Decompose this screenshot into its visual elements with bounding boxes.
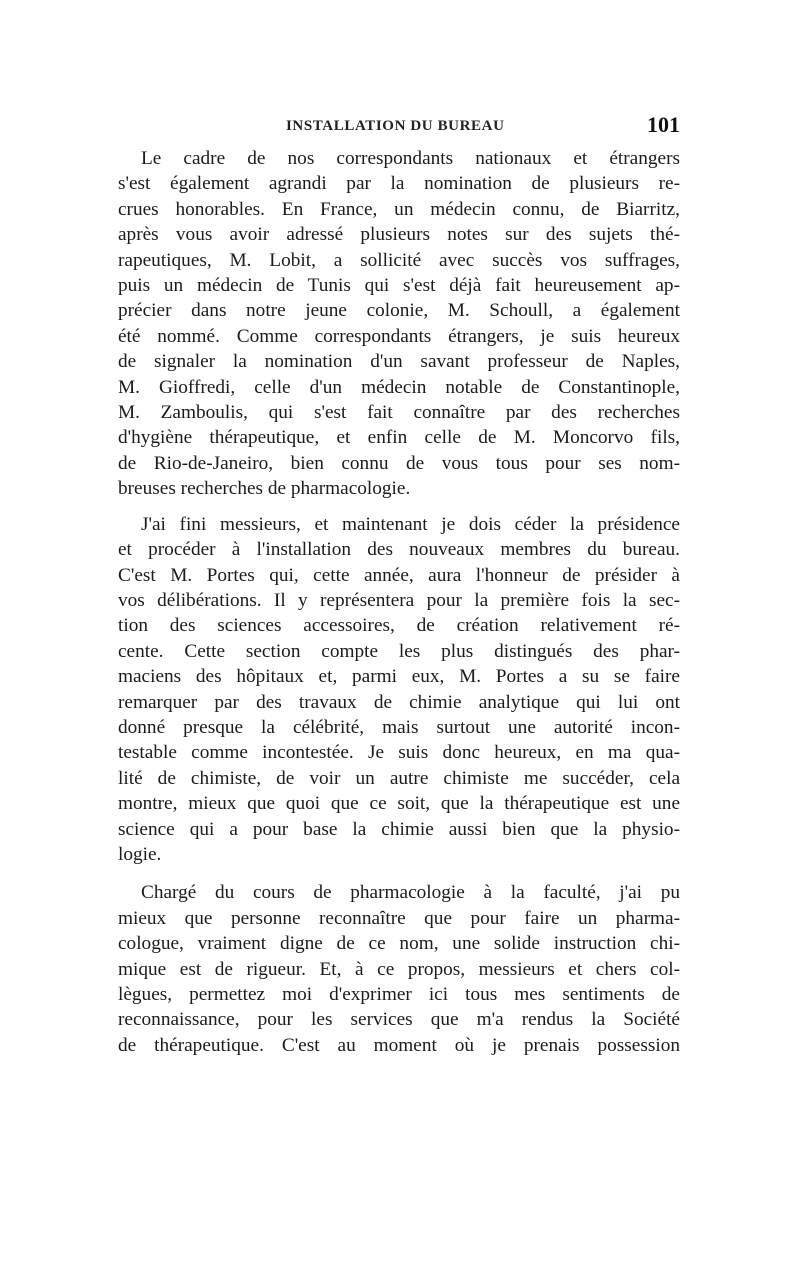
text-line: tion des sciences accessoires, de création relativement ré- [118, 615, 680, 637]
text-line: breuses recherches de pharmacologie. [118, 478, 411, 500]
text-line: été nommé. Comme correspondants étrangers, je suis heureux [118, 325, 680, 347]
text-line: mieux que personne reconnaître que pour faire un pharma- [118, 907, 680, 929]
text-line: lité de chimiste, de voir un autre chimiste me succéder, cela [118, 767, 680, 789]
text-line: Le cadre de nos correspondants nationaux et étrangers [141, 148, 680, 169]
book-page [118, 112, 680, 1058]
text-line: puis un médecin de Tunis qui s'est déjà fait heureusement ap- [118, 275, 680, 297]
page-number: 101 [647, 112, 680, 137]
paragraph-installation [118, 512, 680, 868]
text-line: reconnaissance, pour les services que m'a rendus la Société [118, 1009, 680, 1031]
paragraph-correspondants [118, 146, 680, 502]
text-line: testable comme incontestée. Je suis donc heureux, en ma qua- [118, 742, 680, 764]
text-line: après vous avoir adressé plusieurs notes sur des sujets thé- [118, 224, 680, 246]
text-line: cente. Cette section compte les plus distingués des phar- [118, 640, 680, 662]
text-line: science qui a pour base la chimie aussi bien que la physio- [118, 818, 680, 840]
text-line: logie. [118, 843, 162, 865]
text-line: C'est M. Portes qui, cette année, aura l'honneur de présider à [118, 564, 680, 586]
text-line: et procéder à l'installation des nouveaux membres du bureau. [118, 539, 680, 561]
text-line: de thérapeutique. C'est au moment où je prenais possession [118, 1034, 680, 1056]
text-line: vos délibérations. Il y représentera pour la première fois la sec- [118, 589, 680, 611]
text-line: mique est de rigueur. Et, à ce propos, messieurs et chers col- [118, 958, 680, 980]
paragraph-spacing [118, 502, 680, 512]
text-line: de signaler la nomination d'un savant professeur de Naples, [118, 351, 680, 373]
text-line: crues honorables. En France, un médecin connu, de Biarritz, [118, 198, 680, 220]
text-line: M. Gioffredi, celle d'un médecin notable de Constantinople, [118, 376, 680, 398]
paragraph-spacing [118, 867, 680, 880]
text-line: donné presque la célébrité, mais surtout une autorité incon- [118, 716, 680, 738]
text-line: d'hygiène thérapeutique, et enfin celle de M. Moncorvo fils, [118, 427, 680, 449]
text-line: de Rio-de-Janeiro, bien connu de vous tous pour ses nom- [118, 452, 680, 474]
text-line: remarquer par des travaux de chimie analytique qui lui ont [118, 691, 680, 713]
paragraph-pharmacologie [118, 880, 680, 1058]
text-line: maciens des hôpitaux et, parmi eux, M. Portes a su se faire [118, 666, 680, 688]
text-line: J'ai fini messieurs, et maintenant je dois céder la présidence [141, 513, 680, 535]
text-line: précier dans notre jeune colonie, M. Schoull, a également [118, 300, 680, 322]
running-head [118, 112, 680, 146]
text-line: lègues, permettez moi d'exprimer ici tous mes sentiments de [118, 984, 680, 1005]
text-line: M. Zamboulis, qui s'est fait connaître par des recherches [118, 402, 680, 424]
text-line: Chargé du cours de pharmacologie à la faculté, j'ai pu [141, 882, 680, 904]
text-line: s'est également agrandi par la nomination de plusieurs re- [118, 173, 680, 195]
text-line: rapeutiques, M. Lobit, a sollicité avec succès vos suffrages, [118, 249, 680, 271]
text-line: cologue, vraiment digne de ce nom, une solide instruction chi- [118, 933, 680, 955]
text-line: montre, mieux que quoi que ce soit, que la thérapeutique est une [118, 793, 680, 815]
running-title: INSTALLATION DU BUREAU [286, 118, 505, 134]
